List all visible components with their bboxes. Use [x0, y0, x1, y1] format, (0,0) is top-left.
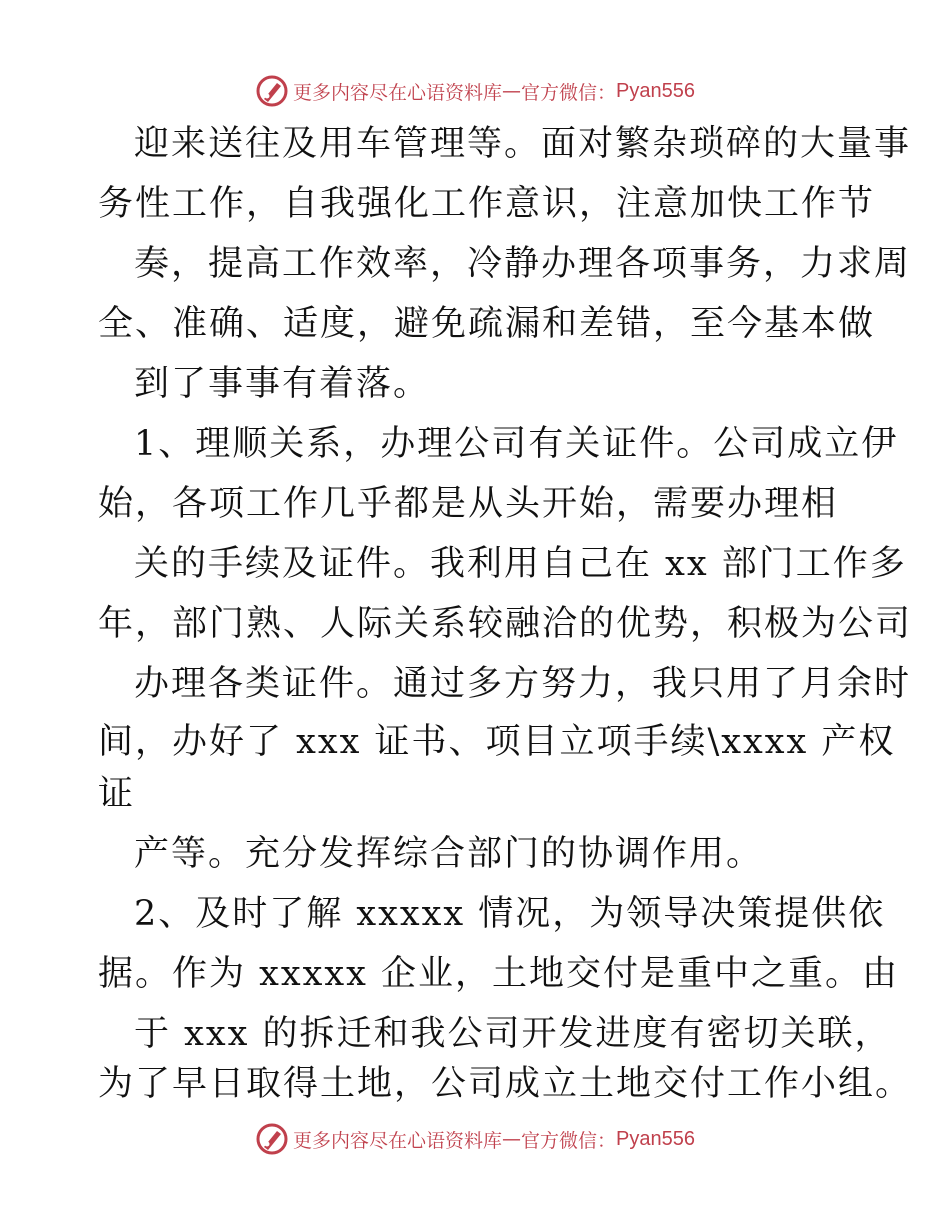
banner-separator: — [502, 1128, 522, 1150]
banner-wechat-id: Pyan556 [616, 79, 695, 102]
text-line: 到了事事有着落。 [134, 364, 431, 404]
text-line: 关的手续及证件。我利用自己在 xx 部门工作多 [134, 544, 907, 584]
pen-logo-icon [255, 1122, 289, 1156]
banner-text: 更多内容尽在心语资料库 [293, 81, 503, 104]
text-line: 2、及时了解 xxxxx 情况，为领导决策提供依 [134, 894, 886, 934]
text-line: 1、理顺关系，办理公司有关证件。公司成立伊 [134, 424, 899, 464]
banner-text: 更多内容尽在心语资料库 [293, 1129, 503, 1152]
banner-wechat-id: Pyan556 [616, 1127, 695, 1150]
banner-separator: — [502, 80, 522, 102]
banner-wechat-label: 官方微信： [521, 1129, 617, 1152]
text-line: 产等。充分发挥综合部门的协调作用。 [134, 834, 764, 874]
text-line: 年，部门熟、人际关系较融洽的优势，积极为公司 [98, 604, 913, 644]
text-line: 为了早日取得土地，公司成立土地交付工作小组。 [98, 1064, 913, 1104]
text-line: 全、准确、适度，避免疏漏和差错，至今基本做 [98, 304, 876, 344]
pen-logo-icon [255, 74, 289, 108]
text-line: 办理各类证件。通过多方努力，我只用了月余时 [134, 664, 912, 704]
text-line: 证 [98, 774, 136, 814]
text-line: 始，各项工作几乎都是从头开始，需要办理相 [98, 484, 839, 524]
text-line: 务性工作，自我强化工作意识，注意加快工作节 [98, 184, 876, 224]
text-line: 于 xxx 的拆迁和我公司开发进度有密切关联， [134, 1014, 892, 1054]
text-line: 据。作为 xxxxx 企业，土地交付是重中之重。由 [98, 954, 899, 994]
banner-wechat-label: 官方微信： [521, 81, 617, 104]
text-line: 奏，提高工作效率，冷静办理各项事务，力求周 [134, 244, 912, 284]
header-banner [0, 71, 950, 111]
text-line: 间，办好了 xxx 证书、项目立项手续\xxxx 产权 [98, 722, 896, 762]
footer-banner [0, 1119, 950, 1159]
text-line: 迎来送往及用车管理等。面对繁杂琐碎的大量事 [134, 124, 912, 164]
